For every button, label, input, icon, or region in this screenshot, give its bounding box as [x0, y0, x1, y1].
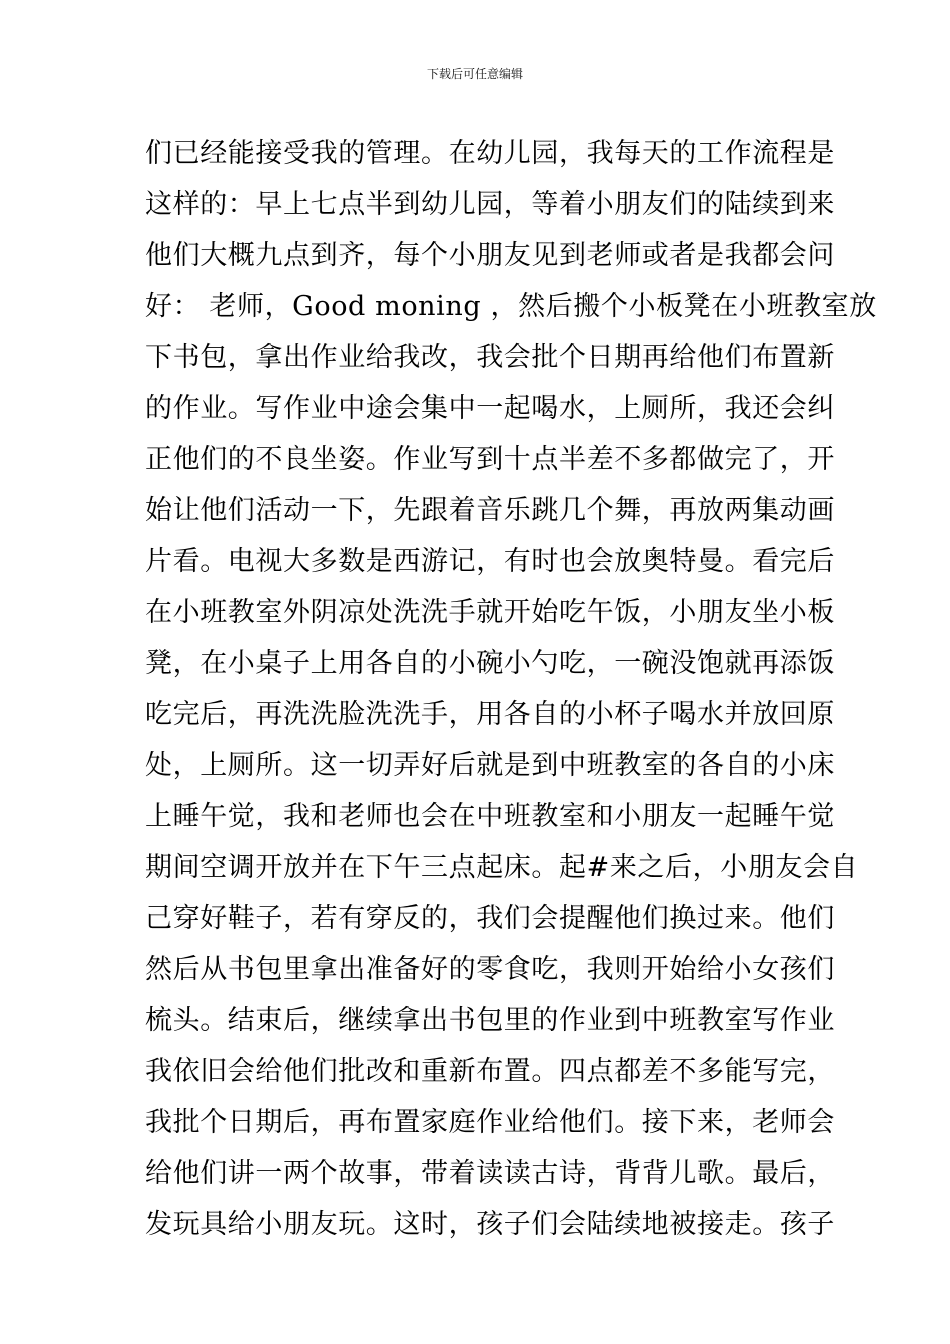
body-text: [145, 128, 877, 1250]
text-line: 好： 老师，Good moning ，然后搬个小板凳在小班教室放: [145, 291, 877, 322]
text-line: 凳，在小桌子上用各自的小碗小勺吃，一碗没饱就再添饭: [145, 648, 835, 679]
text-line: 发玩具给小朋友玩。这时，孩子们会陆续地被接走。孩子: [145, 1209, 835, 1240]
text-line: 我批个日期后，再布置家庭作业给他们。接下来，老师会: [145, 1107, 835, 1138]
text-line: 在小班教室外阴凉处洗洗手就开始吃午饭，小朋友坐小板: [145, 597, 835, 628]
text-line: 期间空调开放并在下午三点起床。起#来之后，小朋友会自: [145, 852, 859, 883]
text-line: 上睡午觉，我和老师也会在中班教室和小朋友一起睡午觉: [145, 801, 835, 832]
text-line: 始让他们活动一下，先跟着音乐跳几个舞，再放两集动画: [145, 495, 835, 526]
text-line: 这样的：早上七点半到幼儿园，等着小朋友们的陆续到来: [145, 189, 835, 220]
text-line: 们已经能接受我的管理。在幼儿园，我每天的工作流程是: [145, 138, 835, 169]
text-line: 梳头。结束后，继续拿出书包里的作业到中班教室写作业: [145, 1005, 835, 1036]
text-line: 己穿好鞋子，若有穿反的，我们会提醒他们换过来。他们: [145, 903, 835, 934]
page-header: 下载后可任意编辑: [426, 67, 523, 81]
text-line: 给他们讲一两个故事，带着读读古诗，背背儿歌。最后，: [145, 1158, 835, 1189]
text-line: 片看。电视大多数是西游记，有时也会放奥特曼。看完后: [145, 546, 835, 577]
text-line: 下书包，拿出作业给我改，我会批个日期再给他们布置新: [145, 342, 835, 373]
text-line: 的作业。写作业中途会集中一起喝水，上厕所，我还会纠: [145, 393, 835, 424]
text-line: 正他们的不良坐姿。作业写到十点半差不多都做完了，开: [145, 444, 835, 475]
text-line: 吃完后，再洗洗脸洗洗手，用各自的小杯子喝水并放回原: [145, 699, 835, 730]
text-line: 然后从书包里拿出准备好的零食吃，我则开始给小女孩们: [145, 954, 835, 985]
text-line: 处，上厕所。这一切弄好后就是到中班教室的各自的小床: [145, 750, 835, 781]
text-line: 我依旧会给他们批改和重新布置。四点都差不多能写完，: [145, 1056, 835, 1087]
text-line: 他们大概九点到齐，每个小朋友见到老师或者是我都会问: [145, 240, 835, 271]
